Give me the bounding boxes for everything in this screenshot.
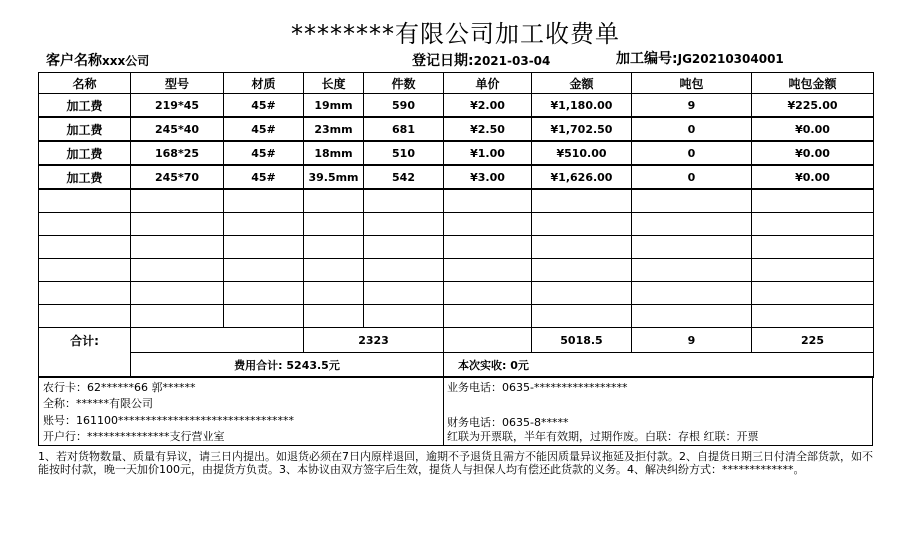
terms-note: 1、若对货物数量、质量有异议，请三日内提出。如退货必须在7日内原样退回，逾期不予退货且需方不能因质量异议拖延及拒付款。2、自提货日期三日付清全部货款，如不能按时付款，晚一天加价100元，由提货方负责。3、本协议由双方签字后生效，提货人与担保人均有偿还此货款的义务。4、解决纠纷方式：*************。 — [38, 450, 873, 476]
column-header: 长度 — [304, 73, 364, 94]
column-header: 吨包金额 — [752, 73, 874, 94]
empty-row — [39, 259, 874, 282]
table-row — [39, 141, 874, 165]
customer-value: xxx公司 — [102, 54, 150, 68]
table-cell: 590 — [364, 94, 444, 118]
table-cell: 510 — [364, 141, 444, 165]
column-header: 名称 — [39, 73, 131, 94]
fee-total-label: 费用合计: — [234, 359, 283, 372]
table-cell: 18mm — [304, 141, 364, 165]
table-cell: 0 — [632, 165, 752, 189]
empty-row — [39, 305, 874, 328]
totals-label: 合计: — [39, 328, 131, 378]
table-cell: 39.5mm — [304, 165, 364, 189]
table-cell: 加工费 — [39, 165, 131, 189]
customer-label: 客户名称 — [46, 53, 102, 69]
table-cell: ¥0.00 — [752, 165, 874, 189]
total-ton-bag: 9 — [632, 328, 752, 353]
account-number: 账号：161100******************************** — [43, 414, 294, 427]
total-quantity: 2323 — [304, 328, 444, 353]
number-value: JG20210304001 — [677, 52, 784, 66]
table-cell: ¥1,626.00 — [532, 165, 632, 189]
received-value: 0元 — [510, 359, 529, 372]
fee-table — [38, 72, 874, 378]
table-cell: 0 — [632, 141, 752, 165]
column-header: 型号 — [131, 73, 224, 94]
table-cell: ¥510.00 — [532, 141, 632, 165]
table-row — [39, 94, 874, 118]
date-label: 登记日期: — [412, 53, 474, 69]
table-cell: 219*45 — [131, 94, 224, 118]
table-cell: ¥3.00 — [444, 165, 532, 189]
table-cell: 45# — [224, 165, 304, 189]
document-title: ********有限公司加工收费单 — [291, 20, 620, 48]
business-phone: 业务电话：0635-***************** — [447, 381, 628, 394]
fee-total — [131, 353, 444, 378]
table-cell: 9 — [632, 94, 752, 118]
received-label: 本次实收: — [458, 359, 507, 372]
date-value: 2021-03-04 — [473, 54, 551, 68]
table-cell: 245*70 — [131, 165, 224, 189]
table-cell: ¥2.50 — [444, 117, 532, 141]
received — [444, 353, 874, 378]
total-amount: 5018.5 — [532, 328, 632, 353]
column-header: 金额 — [532, 73, 632, 94]
empty-row — [39, 282, 874, 305]
payment-info-box — [38, 376, 873, 446]
table-cell: 168*25 — [131, 141, 224, 165]
table-cell: 542 — [364, 165, 444, 189]
table-cell: ¥0.00 — [752, 141, 874, 165]
number-label: 加工编号: — [616, 51, 678, 67]
table-cell: 加工费 — [39, 117, 131, 141]
table-header-row — [39, 73, 874, 94]
opening-bank: 开户行：***************支行营业室 — [43, 430, 225, 443]
column-header: 单价 — [444, 73, 532, 94]
fee-total-value: 5243.5元 — [286, 359, 340, 372]
table-cell: 加工费 — [39, 141, 131, 165]
table-cell: ¥225.00 — [752, 94, 874, 118]
register-date — [412, 50, 550, 70]
table-cell: 245*40 — [131, 117, 224, 141]
customer-name — [46, 50, 149, 70]
table-cell: ¥0.00 — [752, 117, 874, 141]
total-ton-bag-amount: 225 — [752, 328, 874, 353]
table-row — [39, 117, 874, 141]
table-cell: ¥2.00 — [444, 94, 532, 118]
column-header: 吨包 — [632, 73, 752, 94]
table-cell: 23mm — [304, 117, 364, 141]
totals-row — [39, 328, 874, 353]
table-row — [39, 165, 874, 189]
table-cell: 45# — [224, 117, 304, 141]
table-cell: 0 — [632, 117, 752, 141]
table-cell: 加工费 — [39, 94, 131, 118]
empty-row — [39, 213, 874, 236]
finance-phone: 财务电话：0635-8***** — [447, 416, 569, 429]
column-header: 材质 — [224, 73, 304, 94]
bank-card: 农行卡：62******66 郭****** — [43, 381, 196, 394]
column-header: 件数 — [364, 73, 444, 94]
table-cell: 45# — [224, 141, 304, 165]
account-full-name: 全称：******有限公司 — [43, 397, 153, 410]
table-cell: 45# — [224, 94, 304, 118]
info-divider — [443, 377, 444, 445]
empty-row — [39, 236, 874, 259]
process-number — [616, 48, 784, 68]
fee-summary-row — [39, 353, 874, 378]
table-cell: ¥1,702.50 — [532, 117, 632, 141]
table-cell: ¥1.00 — [444, 141, 532, 165]
table-cell: 19mm — [304, 94, 364, 118]
empty-row — [39, 189, 874, 213]
copy-instructions: 红联为开票联，半年有效期，过期作废。白联：存根 红联：开票 — [447, 430, 759, 443]
table-cell: 681 — [364, 117, 444, 141]
table-cell: ¥1,180.00 — [532, 94, 632, 118]
